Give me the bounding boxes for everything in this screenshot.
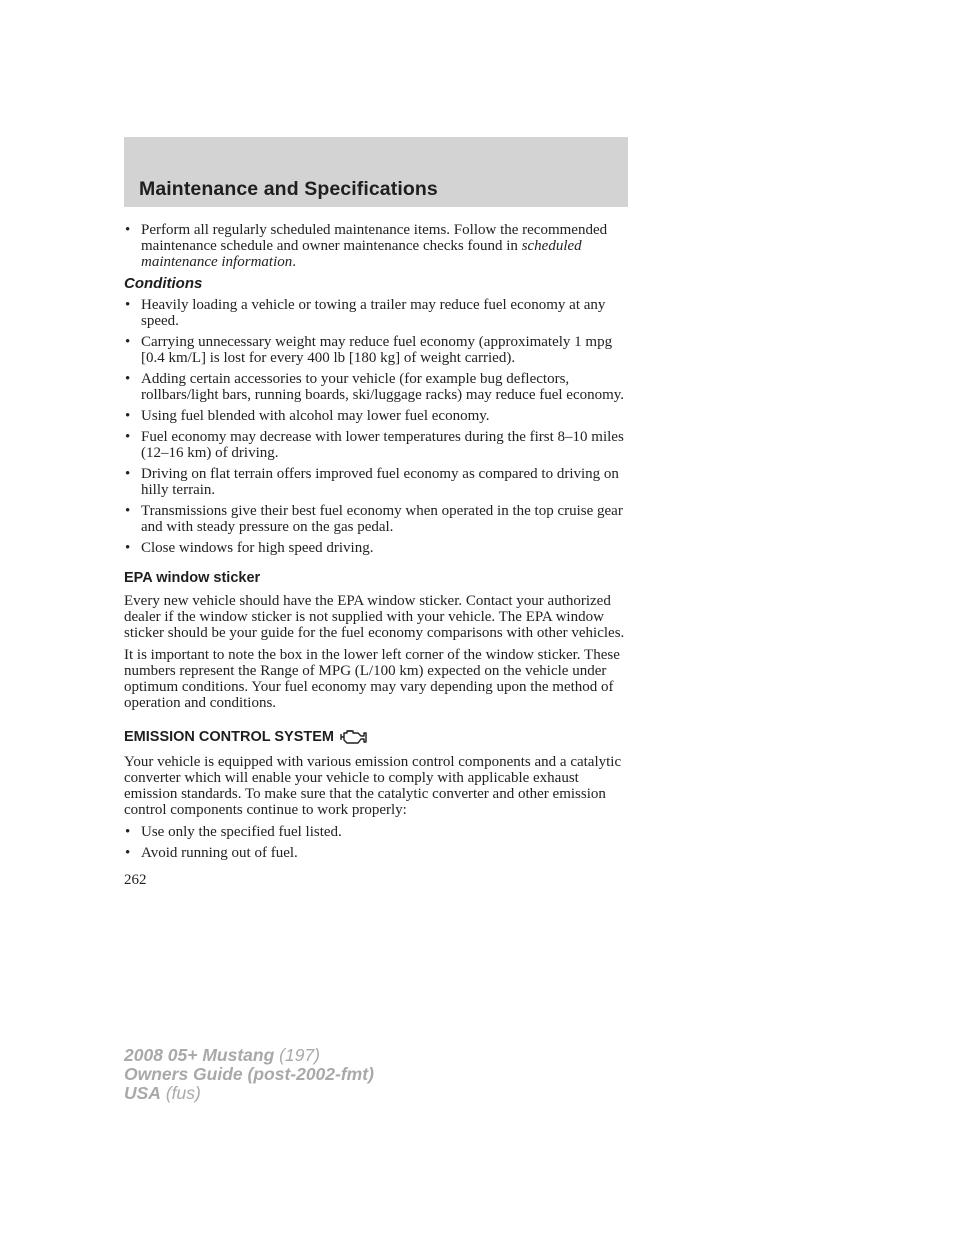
bullet-dot: • [125,297,131,313]
bullet-dot: • [125,371,131,387]
bullet-text: Fuel economy may decrease with lower temperatures during the first 8–10 miles (12–16 km) of driving. [141,429,624,461]
list-item [124,222,629,270]
section-title: Maintenance and Specifications [139,178,438,200]
bullet-dot: • [125,540,131,556]
bullet-text: Avoid running out of fuel. [141,845,298,861]
epa-heading: EPA window sticker [124,570,261,586]
bullet-italic-ref: scheduled maintenance information [141,238,582,270]
bullet-text: Perform all regularly scheduled maintenance items. Follow the recommended maintenance schedule and owner maintenance checks found in [141,222,608,254]
bullet-dot: • [125,824,131,840]
bullet-text: Close windows for high speed driving. [141,540,374,556]
conditions-bullet-list [124,297,629,556]
page-content [124,222,629,888]
footer-market-code: (fus) [165,1083,201,1103]
bullet-text: Heavily loading a vehicle or towing a trailer may reduce fuel economy at any speed. [141,297,606,329]
bullet-text: Transmissions give their best fuel economy when operated in the top cruise gear and with steady pressure on the gas pedal. [141,503,623,535]
list-item [124,334,629,366]
bullet-text: Use only the specified fuel listed. [141,824,342,840]
epa-paragraph: It is important to note the box in the lower left corner of the window sticker. These numbers represent the Range of MPG (L/100 km) expected on the vehicle under optimum conditions. Your fuel economy may vary depending upon the method of operation and conditions. [124,647,620,711]
footer-market: USA [124,1083,161,1103]
emission-heading: EMISSION CONTROL SYSTEM [124,729,335,745]
list-item [124,297,629,329]
bullet-text: Using fuel blended with alcohol may lower fuel economy. [141,408,490,424]
bullet-dot: • [125,222,131,238]
bullet-dot: • [125,503,131,519]
bullet-dot: • [125,408,131,424]
emission-paragraph: Your vehicle is equipped with various emission control components and a catalytic converter which will enable your vehicle to comply with applicable exhaust emission standards. To make sure that the catalytic converter and other emission control components continue to work properly: [124,754,622,818]
list-item [124,503,629,535]
footer-line-1 [124,1046,374,1065]
intro-bullet-list [124,222,629,270]
document-footer [124,1046,374,1103]
list-item [124,408,629,424]
bullet-dot: • [125,466,131,482]
engine-icon [338,727,368,747]
emission-bullet-list [124,824,629,861]
list-item [124,540,629,556]
list-item [124,466,629,498]
footer-guide: Owners Guide (post-2002-fmt) [124,1064,374,1084]
footer-model-code: (197) [279,1045,321,1065]
bullet-text: Adding certain accessories to your vehicle (for example bug deflectors, rollbars/light bars, running boards, ski/luggage racks) may reduce fuel economy. [141,371,625,403]
section-header-band [124,137,628,207]
list-item [124,371,629,403]
bullet-text-end: . [292,254,296,270]
list-item [124,429,629,461]
bullet-text: Driving on flat terrain offers improved fuel economy as compared to driving on hilly terrain. [141,466,619,498]
conditions-heading: Conditions [124,275,203,292]
bullet-text: Carrying unnecessary weight may reduce fuel economy (approximately 1 mpg [0.4 km/L] is lost for every 400 lb [180 kg] of weight carried). [141,334,613,366]
footer-model: 2008 05+ Mustang [124,1045,275,1065]
bullet-dot: • [125,845,131,861]
emission-heading-row [124,727,629,747]
bullet-dot: • [125,334,131,350]
footer-line-3 [124,1084,374,1103]
list-item [124,845,629,861]
page-number: 262 [124,872,147,888]
epa-paragraph: Every new vehicle should have the EPA window sticker. Contact your authorized dealer if the window sticker is not supplied with your vehicle. The EPA window sticker should be your guide for the fuel economy comparisons with other vehicles. [124,593,625,641]
footer-line-2 [124,1065,374,1084]
bullet-dot: • [125,429,131,445]
list-item [124,824,629,840]
